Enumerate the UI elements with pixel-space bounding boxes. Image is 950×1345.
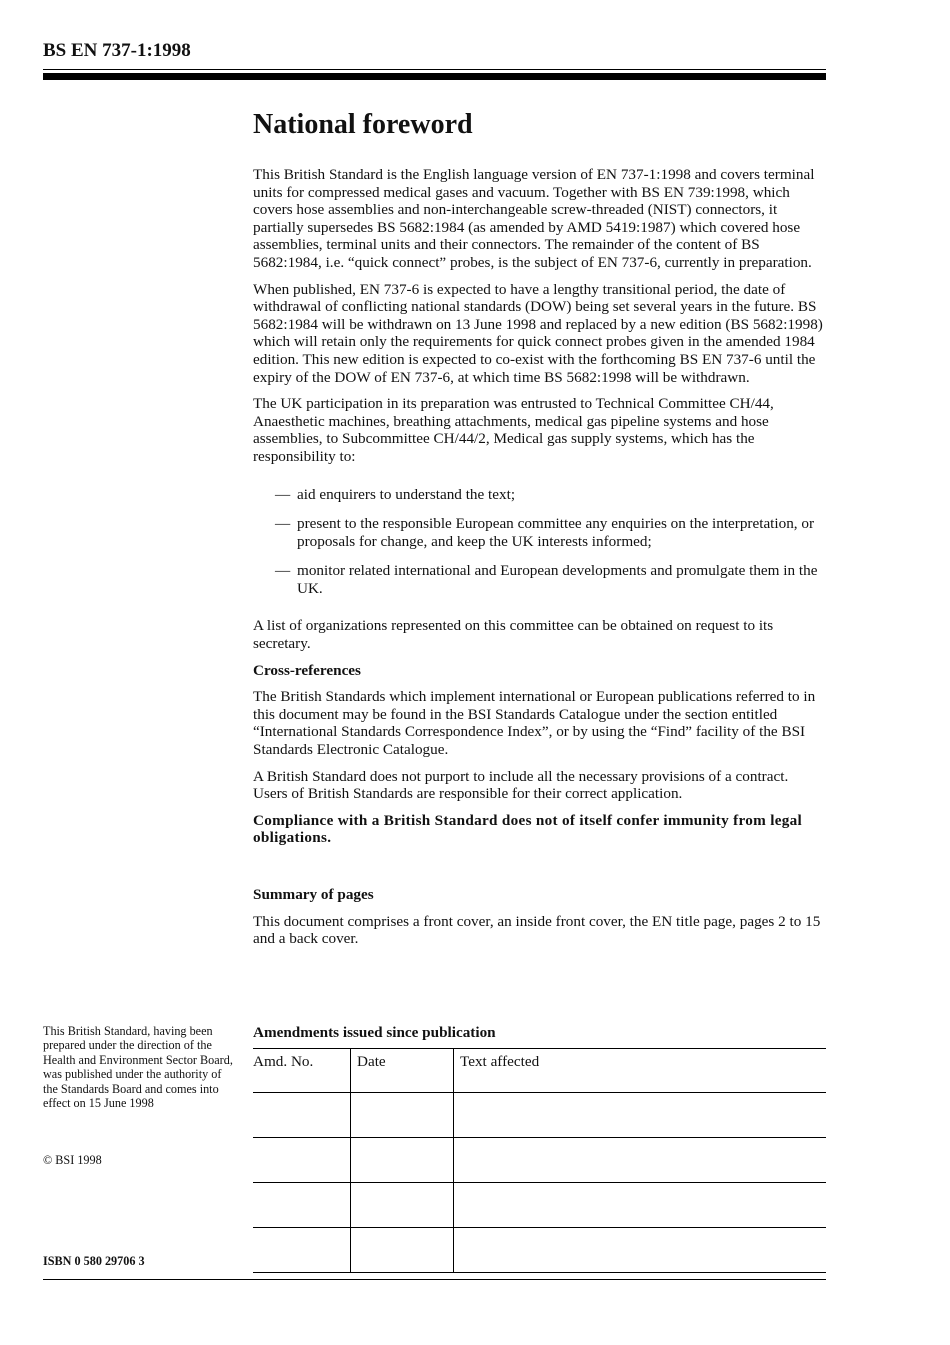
table-row xyxy=(253,1228,826,1273)
cross-references-text: The British Standards which implement international or European publications referred to in this document may be found in the BSI Standards Catalogue under the section entitled “International Standards Correspondence Index”, or by using the “Find” facility of the BSI Standards Electronic Catalogue. xyxy=(253,688,816,759)
table-header-row xyxy=(253,1049,826,1093)
intro-paragraph-3: The UK participation in its preparation was entrusted to Technical Committee CH/44, Anaesthetic machines, breathing attachments, medical gas pipeline systems and hose assemblies, to Subcommittee CH/44/2, Medical gas supply systems, which has the responsibility to: xyxy=(253,395,774,465)
table-cell xyxy=(454,1093,827,1138)
table-cell xyxy=(454,1183,827,1228)
standard-id: BS EN 737-1:1998 xyxy=(43,40,191,61)
footer-rule xyxy=(43,1279,826,1280)
table-cell xyxy=(253,1138,351,1183)
table-cell xyxy=(351,1228,454,1273)
cross-references-heading: Cross-references xyxy=(253,661,361,679)
table-cell xyxy=(351,1093,454,1138)
dash-bullet: — xyxy=(275,562,291,580)
table-cell xyxy=(454,1138,827,1183)
column-header-date: Date xyxy=(351,1049,454,1093)
responsibility-list xyxy=(253,486,826,598)
intro-paragraph-2: When published, EN 737-6 is expected to have a lengthy transitional period, the date of withdrawal of conflicting national standards (DOW) being set several years in the future. BS 5682:1984 will be withdrawn on 13 June 1998 and replaced by a new edition (BS 5682:1998) which will retain only the requirements for quick connect probes given in the amended 1984 edition. This new edition is expected to co-exist with the forthcoming BS EN 737-6 until the expiry of the DOW of EN 737-6, at which time BS 5682:1998 will be withdrawn. xyxy=(253,280,823,386)
dash-bullet: — xyxy=(275,515,291,533)
list-item xyxy=(253,486,826,504)
publication-note: This British Standard, having been prepared under the direction of the Health and Environment Sector Board, was published under the authority of the Standards Board and comes into effect on 15 June 1998 xyxy=(43,1024,233,1111)
table-cell xyxy=(253,1183,351,1228)
compliance-note: Compliance with a British Standard does not of itself confer immunity from legal obligations. xyxy=(253,811,803,847)
summary-heading: Summary of pages xyxy=(253,886,374,903)
organizations-note: A list of organizations represented on this committee can be obtained on request to its secretary. xyxy=(253,617,774,653)
list-item-text: aid enquirers to understand the text; xyxy=(297,485,516,503)
page-title: National foreword xyxy=(253,109,473,140)
table-cell xyxy=(351,1138,454,1183)
table-row xyxy=(253,1093,826,1138)
copyright: © BSI 1998 xyxy=(43,1153,102,1167)
contract-note: A British Standard does not purport to include all the necessary provisions of a contract. Users of British Standards are responsible for their correct application. xyxy=(253,767,789,803)
header-rule-thin xyxy=(43,69,826,70)
table-row xyxy=(253,1183,826,1228)
amendments-title: Amendments issued since publication xyxy=(253,1024,496,1041)
table-cell xyxy=(351,1183,454,1228)
list-item-text: monitor related international and European developments and promulgate them in the UK. xyxy=(297,562,818,597)
table-row xyxy=(253,1138,826,1183)
main-content xyxy=(253,108,826,957)
dash-bullet: — xyxy=(275,485,291,503)
column-header-text-affected: Text affected xyxy=(454,1049,827,1093)
table-cell xyxy=(253,1093,351,1138)
intro-paragraph-1: This British Standard is the English language version of EN 737-1:1998 and covers terminal units for compressed medical gases and vacuum. Together with BS EN 739:1998, which covers hose assemblies and non-interchangeable screw-threaded (NIST) connectors, it partially supersedes BS 5682:1984 (as amended by AMD 5419:1987) which covered hose assemblies, terminal units and their connectors. The remainder of the content of BS 5682:1984, i.e. “quick connect” probes, is the subject of EN 737-6, currently in preparation. xyxy=(253,166,815,271)
list-item-text: present to the responsible European committee any enquiries on the interpretation, or proposals for change, and keep the UK interests informed; xyxy=(297,515,815,550)
list-item xyxy=(253,562,826,597)
table-cell xyxy=(253,1228,351,1273)
list-item xyxy=(253,515,826,550)
isbn: ISBN 0 580 29706 3 xyxy=(43,1254,145,1268)
table-cell xyxy=(454,1228,827,1273)
amendments-table xyxy=(253,1048,826,1273)
header-rule-thick xyxy=(43,73,826,80)
spacer xyxy=(253,856,826,886)
column-header-amd-no: Amd. No. xyxy=(253,1049,351,1093)
summary-text: This document comprises a front cover, an inside front cover, the EN title page, pages 2 to 15 and a back cover. xyxy=(253,912,821,948)
